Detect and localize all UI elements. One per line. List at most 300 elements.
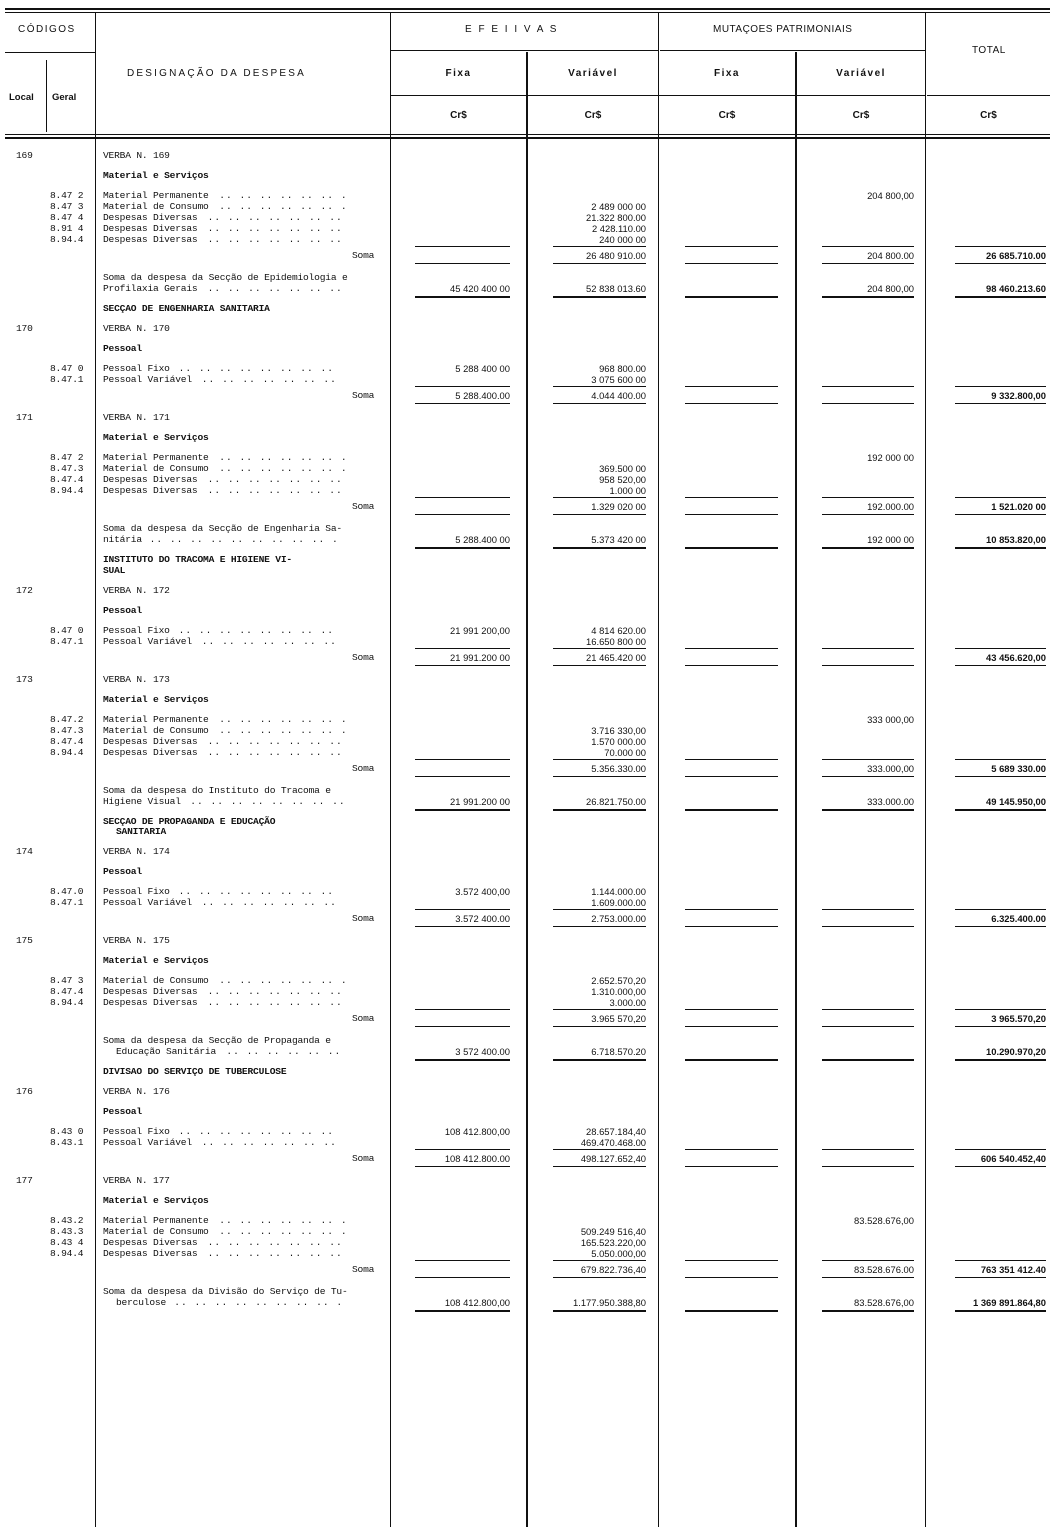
efetivas-variavel-value: 1.310.000,00 [591, 986, 646, 997]
header-mutacoes-fixa: Fixa [713, 68, 740, 79]
total-double-rule [822, 1059, 914, 1061]
total-double-rule [553, 1310, 646, 1312]
mutacoes-variavel-value: 333 000,00 [867, 714, 914, 725]
total-double-rule [685, 809, 778, 811]
soma-top-rule [415, 648, 510, 649]
efetivas-variavel-value: 5.050.000,00 [591, 1248, 646, 1259]
soma-top-rule [553, 1260, 646, 1261]
soma-top-rule [553, 1009, 646, 1010]
section-heading: INSTITUTO DO TRACOMA E HIGIENE VI- [103, 554, 292, 565]
row-geral-code: 8.47 3 [50, 975, 84, 986]
soma-label: Soma [352, 913, 375, 924]
header-cr-efix: Cr$ [450, 110, 467, 121]
leader-dots: .. .. .. .. .. .. . [219, 975, 348, 986]
efetivas-variavel-value: 2.753.000.00 [591, 913, 646, 924]
row-description: Soma da despesa da Secção de Epidemiologia e [103, 272, 348, 283]
soma-top-rule [955, 246, 1046, 247]
leader-dots: .. .. .. .. .. .. .. [201, 1137, 337, 1148]
row-local-code: 177 [16, 1175, 33, 1186]
leader-dots: .. .. .. .. .. .. .. [207, 1237, 343, 1248]
section-heading: Material e Serviços [103, 1195, 209, 1206]
header-cr-mfix: Cr$ [718, 110, 736, 121]
soma-bottom-rule [955, 926, 1046, 927]
efetivas-variavel-value: 469.470.468.00 [580, 1137, 646, 1148]
efetivas-variavel-value: 21.322 800.00 [586, 212, 646, 223]
soma-label: Soma [352, 1264, 375, 1275]
soma-bottom-rule [955, 403, 1046, 404]
row-description: Despesas Diversas [103, 234, 198, 245]
total-double-rule [553, 296, 646, 298]
row-description: Profilaxia Gerais [103, 283, 198, 294]
total-value: 10.290.970,20 [986, 1046, 1046, 1057]
row-geral-code: 8.47.1 [50, 636, 84, 647]
soma-top-rule [822, 497, 914, 498]
efetivas-fixa-value: 3 572 400.00 [455, 1046, 510, 1057]
leader-dots: .. .. .. .. .. .. .. .. [190, 796, 346, 807]
efetivas-variavel-value: 1.144.000.00 [591, 886, 646, 897]
leader-dots: .. .. .. .. .. .. . [219, 1215, 348, 1226]
leader-dots: .. .. .. .. .. .. . [219, 201, 348, 212]
leader-dots: .. .. .. .. .. .. .. [201, 897, 337, 908]
header-efetivas-variavel: Variável [568, 68, 618, 79]
leader-dots: .. .. .. .. .. .. . [219, 463, 348, 474]
soma-top-rule [553, 497, 646, 498]
leader-dots: .. .. .. .. .. .. .. [207, 997, 343, 1008]
row-description: Pessoal Fixo [103, 1126, 170, 1137]
soma-top-rule [553, 648, 646, 649]
efetivas-variavel-value: 1.609.000.00 [591, 897, 646, 908]
soma-bottom-rule [822, 776, 914, 777]
soma-bottom-rule [553, 926, 646, 927]
row-description: VERBA N. 169 [103, 150, 170, 161]
total-double-rule [955, 1310, 1046, 1312]
efetivas-variavel-value: 3.716 330,00 [591, 725, 646, 736]
soma-bottom-rule [415, 1026, 510, 1027]
leader-dots: .. .. .. .. .. .. .. [201, 374, 337, 385]
row-description: Soma da despesa da Divisão do Serviço de Tu- [103, 1286, 348, 1297]
total-value: 606 540.452,40 [980, 1153, 1046, 1164]
total-value: 26 685.710.00 [986, 250, 1046, 261]
soma-top-rule [685, 759, 778, 760]
soma-bottom-rule [553, 776, 646, 777]
row-geral-code: 8.43.2 [50, 1215, 84, 1226]
soma-top-rule [685, 1260, 778, 1261]
col-rule-evar [658, 12, 659, 1527]
leader-dots: .. .. .. .. .. .. .. .. [178, 1126, 335, 1137]
efetivas-variavel-value: 2.652.570,20 [591, 975, 646, 986]
efetivas-variavel-value: 1.177.950.388,80 [573, 1297, 646, 1308]
efetivas-variavel-value: 1.000 00 [609, 485, 646, 496]
total-double-rule [955, 547, 1046, 549]
soma-bottom-rule [955, 514, 1046, 515]
mutacoes-underline [660, 50, 925, 51]
row-geral-code: 8.47 0 [50, 625, 84, 636]
row-description: Despesas Diversas [103, 747, 198, 758]
row-geral-code: 8.47.3 [50, 463, 84, 474]
soma-top-rule [415, 246, 510, 247]
mutacoes-variavel-value: 83.528.676,00 [854, 1297, 914, 1308]
mutacoes-variavel-value: 192.000.00 [867, 501, 914, 512]
soma-label: Soma [352, 390, 375, 401]
leader-dots: .. .. .. .. .. .. .. [207, 223, 343, 234]
soma-top-rule [415, 1260, 510, 1261]
efetivas-variavel-value: 240 000 00 [599, 234, 646, 245]
row-description: Material de Consumo [103, 201, 209, 212]
total-double-rule [553, 547, 646, 549]
soma-top-rule [822, 246, 914, 247]
header-geral: Geral [52, 92, 77, 103]
efetivas-variavel-value: 1.570 000.00 [591, 736, 646, 747]
soma-bottom-rule [553, 514, 646, 515]
leader-dots: .. .. .. .. .. .. .. [207, 283, 343, 294]
leader-dots: .. .. .. .. .. .. .. [207, 747, 343, 758]
soma-label: Soma [352, 501, 375, 512]
row-description: Pessoal Fixo [103, 886, 170, 897]
total-double-rule [822, 1310, 914, 1312]
soma-top-rule [822, 759, 914, 760]
efetivas-variavel-value: 4.044 400.00 [591, 390, 646, 401]
soma-bottom-rule [822, 1277, 914, 1278]
soma-top-rule [553, 1149, 646, 1150]
col-rule-local-geral [46, 60, 47, 132]
row-description: berculose [116, 1297, 167, 1308]
total-double-rule [955, 809, 1046, 811]
soma-top-rule [822, 648, 914, 649]
total-double-rule [822, 809, 914, 811]
leader-dots: .. .. .. .. .. .. . [219, 1226, 348, 1237]
row-description: Despesas Diversas [103, 212, 198, 223]
row-description: Soma da despesa do Instituto do Tracoma e [103, 785, 331, 796]
soma-top-rule [685, 1009, 778, 1010]
mutacoes-variavel-value: 204 800,00 [867, 283, 914, 294]
row-description: VERBA N. 172 [103, 585, 170, 596]
total-double-rule [685, 1059, 778, 1061]
soma-bottom-rule [685, 1277, 778, 1278]
row-geral-code: 8.47.1 [50, 897, 84, 908]
row-geral-code: 8.43.3 [50, 1226, 84, 1237]
soma-top-rule [955, 1009, 1046, 1010]
efetivas-fixa-value: 108 412.800,00 [444, 1126, 510, 1137]
mutacoes-variavel-value: 83.528.676.00 [854, 1264, 914, 1275]
row-geral-code: 8.43 4 [50, 1237, 84, 1248]
efetivas-fixa-value: 5 288 400 00 [455, 363, 510, 374]
efetivas-variavel-value: 70.000 00 [604, 747, 646, 758]
efetivas-variavel-value: 26 480 910.00 [586, 250, 646, 261]
leader-dots: .. .. .. .. .. .. .. [207, 1248, 343, 1259]
soma-bottom-rule [415, 926, 510, 927]
soma-top-rule [685, 909, 778, 910]
row-description: Despesas Diversas [103, 997, 198, 1008]
row-description: Despesas Diversas [103, 986, 198, 997]
row-description: Pessoal Fixo [103, 363, 170, 374]
soma-bottom-rule [553, 263, 646, 264]
soma-bottom-rule [685, 1166, 778, 1167]
leader-dots: .. .. .. .. .. .. .. [201, 636, 337, 647]
row-description: Pessoal Fixo [103, 625, 170, 636]
row-local-code: 170 [16, 323, 33, 334]
soma-bottom-rule [822, 926, 914, 927]
soma-top-rule [955, 759, 1046, 760]
soma-bottom-rule [685, 1026, 778, 1027]
soma-bottom-rule [685, 514, 778, 515]
row-geral-code: 8.94.4 [50, 485, 84, 496]
row-geral-code: 8.47.4 [50, 736, 84, 747]
row-geral-code: 8.94.4 [50, 234, 84, 245]
total-double-rule [685, 1310, 778, 1312]
leader-dots: .. .. .. .. .. .. .. [207, 736, 343, 747]
efetivas-variavel-value: 21 465.420 00 [586, 652, 646, 663]
leader-dots: .. .. .. .. .. .. .. [207, 234, 343, 245]
row-description: Soma da despesa da Secção de Propaganda e [103, 1035, 331, 1046]
row-local-code: 171 [16, 412, 33, 423]
total-value: 5 689 330.00 [991, 763, 1046, 774]
soma-bottom-rule [415, 665, 510, 666]
row-description: Material Permanente [103, 714, 209, 725]
row-geral-code: 8.91 4 [50, 223, 84, 234]
soma-top-rule [415, 386, 510, 387]
mutacoes-variavel-value: 83.528.676,00 [854, 1215, 914, 1226]
soma-top-rule [955, 1149, 1046, 1150]
efetivas-variavel-value: 26.821.750.00 [586, 796, 646, 807]
soma-top-rule [415, 497, 510, 498]
header-local: Local [9, 92, 34, 103]
total-double-rule [822, 296, 914, 298]
soma-bottom-rule [955, 1277, 1046, 1278]
row-description: VERBA N. 177 [103, 1175, 170, 1186]
soma-bottom-rule [685, 926, 778, 927]
efetivas-variavel-value: 16.650 800 00 [586, 636, 646, 647]
soma-top-rule [822, 1260, 914, 1261]
soma-bottom-rule [685, 263, 778, 264]
section-heading: Material e Serviços [103, 170, 209, 181]
row-description: Pessoal Variável [103, 374, 192, 385]
leader-dots: .. .. .. .. .. .. .. .. [178, 625, 335, 636]
row-description: Pessoal Variável [103, 897, 192, 908]
total-value: 98 460.213.60 [986, 283, 1046, 294]
header-efetivas: E F E I I V A S [465, 24, 559, 35]
section-heading: SECÇAO DE PROPAGANDA E EDUCAÇÃO [103, 816, 276, 827]
soma-label: Soma [352, 1013, 375, 1024]
leader-dots: .. .. .. .. .. .. . [219, 190, 348, 201]
header-cr-mvar: Cr$ [852, 110, 870, 121]
soma-bottom-rule [955, 1026, 1046, 1027]
efetivas-variavel-value: 968 800.00 [599, 363, 646, 374]
row-geral-code: 8.47.4 [50, 474, 84, 485]
section-heading: Material e Serviços [103, 955, 209, 966]
soma-bottom-rule [822, 1166, 914, 1167]
efetivas-variavel-value: 3.965 570,20 [591, 1013, 646, 1024]
soma-top-rule [553, 759, 646, 760]
row-geral-code: 8.47 2 [50, 452, 84, 463]
efetivas-variavel-value: 2 489 000 00 [591, 201, 646, 212]
soma-bottom-rule [685, 403, 778, 404]
soma-top-rule [955, 648, 1046, 649]
soma-bottom-rule [553, 1026, 646, 1027]
row-description: Material de Consumo [103, 975, 209, 986]
total-value: 6.325.400.00 [991, 913, 1046, 924]
total-double-rule [955, 296, 1046, 298]
soma-bottom-rule [415, 514, 510, 515]
row-local-code: 175 [16, 935, 33, 946]
row-geral-code: 8.94.4 [50, 747, 84, 758]
soma-top-rule [822, 1009, 914, 1010]
header-cr-total: Cr$ [980, 110, 997, 121]
soma-bottom-rule [553, 1277, 646, 1278]
soma-bottom-rule [955, 263, 1046, 264]
total-underline [927, 95, 1050, 96]
total-value: 49 145.950,00 [986, 796, 1046, 807]
soma-top-rule [685, 246, 778, 247]
efetivas-fixa-value: 3.572 400,00 [455, 886, 510, 897]
leader-dots: .. .. .. .. .. .. .. .. . [174, 1297, 344, 1308]
section-heading: Pessoal [103, 866, 142, 877]
soma-top-rule [955, 909, 1046, 910]
leader-dots: .. .. .. .. .. .. .. [207, 474, 343, 485]
efetivas-variavel-value: 679.822.736,40 [580, 1264, 646, 1275]
row-description: Despesas Diversas [103, 474, 198, 485]
row-local-code: 172 [16, 585, 33, 596]
row-geral-code: 8.47 2 [50, 190, 84, 201]
row-description: Material de Consumo [103, 463, 209, 474]
efetivas-variavel-value: 509.249 516,40 [580, 1226, 646, 1237]
soma-bottom-rule [822, 665, 914, 666]
row-geral-code: 8.94.4 [50, 1248, 84, 1259]
row-description: Material Permanente [103, 452, 209, 463]
section-heading: Pessoal [103, 605, 142, 616]
total-double-rule [415, 809, 510, 811]
soma-top-rule [685, 1149, 778, 1150]
row-description: VERBA N. 170 [103, 323, 170, 334]
total-double-rule [415, 1059, 510, 1061]
header-designacao: DESIGNAÇÃO DA DESPESA [127, 68, 307, 79]
soma-bottom-rule [822, 263, 914, 264]
efetivas-fixa-value: 21 991.200 00 [450, 796, 510, 807]
row-description: Higiene Visual [103, 796, 181, 807]
mutacoes-variavel-value: 192 000 00 [867, 452, 914, 463]
header-cr-evar: Cr$ [584, 110, 602, 121]
row-geral-code: 8.47 0 [50, 363, 84, 374]
leader-dots: .. .. .. .. .. .. . [219, 714, 348, 725]
efetivas-fixa-value: 21 991.200 00 [450, 652, 510, 663]
row-local-code: 169 [16, 150, 33, 161]
efetivas-variavel-value: 6.718.570.20 [591, 1046, 646, 1057]
soma-bottom-rule [415, 1166, 510, 1167]
section-heading: DIVISAO DO SERVIÇO DE TUBERCULOSE [103, 1066, 287, 1077]
soma-bottom-rule [415, 403, 510, 404]
col-rule-codes [95, 12, 96, 1527]
soma-label: Soma [352, 1153, 375, 1164]
total-value: 763 351 412.40 [980, 1264, 1046, 1275]
top-double-rule-1 [5, 8, 1050, 10]
soma-bottom-rule [822, 1026, 914, 1027]
soma-bottom-rule [685, 665, 778, 666]
section-heading: Pessoal [103, 1106, 142, 1117]
section-heading: SANITARIA [116, 826, 167, 837]
efetivas-variavel-value: 3 075 600 00 [591, 374, 646, 385]
mutacoes-variavel-value: 204 800,00 [867, 190, 914, 201]
soma-label: Soma [352, 763, 375, 774]
soma-top-rule [415, 1149, 510, 1150]
soma-top-rule [553, 386, 646, 387]
row-description: Material Permanente [103, 1215, 209, 1226]
header-mutacoes: MUTAÇOES PATRIMONIAIS [713, 24, 853, 35]
efetivas-underline [390, 50, 658, 51]
row-geral-code: 8.94.4 [50, 997, 84, 1008]
total-double-rule [415, 1310, 510, 1312]
efetivas-variavel-value: 5.373 420 00 [591, 534, 646, 545]
efetivas-variavel-value: 28.657.184,40 [586, 1126, 646, 1137]
soma-top-rule [822, 1149, 914, 1150]
soma-bottom-rule [822, 403, 914, 404]
efetivas-fixa-value: 108 412.800.00 [444, 1153, 510, 1164]
row-description: Despesas Diversas [103, 1248, 198, 1259]
efetivas-variavel-value: 5.356.330.00 [591, 763, 646, 774]
row-local-code: 174 [16, 846, 33, 857]
leader-dots: .. .. .. .. .. .. . [219, 725, 348, 736]
soma-top-rule [822, 386, 914, 387]
efetivas-variavel-value: 369.500 00 [599, 463, 646, 474]
soma-top-rule [822, 909, 914, 910]
row-geral-code: 8.47.1 [50, 374, 84, 385]
total-value: 3 965.570,20 [991, 1013, 1046, 1024]
efetivas-fixa-value: 3.572 400.00 [455, 913, 510, 924]
codigos-underline [5, 52, 95, 53]
row-description: Material Permanente [103, 190, 209, 201]
leader-dots: .. .. .. .. .. .. .. [207, 986, 343, 997]
row-description: VERBA N. 171 [103, 412, 170, 423]
soma-bottom-rule [415, 776, 510, 777]
row-geral-code: 8.47.4 [50, 986, 84, 997]
total-value: 1 369 891.864,80 [973, 1297, 1046, 1308]
efetivas-variavel-value: 958 520,00 [599, 474, 646, 485]
leader-dots: .. .. .. .. .. .. .. [207, 485, 343, 496]
total-value: 10 853.820,00 [986, 534, 1046, 545]
header-efetivas-fixa: Fixa [445, 68, 472, 79]
row-description: Material de Consumo [103, 725, 209, 736]
soma-top-rule [955, 497, 1046, 498]
efetivas-variavel-value: 498.127.652,40 [580, 1153, 646, 1164]
soma-bottom-rule [553, 1166, 646, 1167]
row-geral-code: 8.47 3 [50, 201, 84, 212]
soma-top-rule [553, 246, 646, 247]
total-value: 43 456.620,00 [986, 652, 1046, 663]
row-geral-code: 8.47 4 [50, 212, 84, 223]
efetivas-fixa-value: 21 991 200,00 [450, 625, 510, 636]
header-codigos: CÓDIGOS [18, 24, 76, 35]
soma-top-rule [553, 909, 646, 910]
leader-dots: .. .. .. .. .. .. .. .. .. . [149, 534, 339, 545]
total-double-rule [415, 296, 510, 298]
row-description: Despesas Diversas [103, 223, 198, 234]
soma-top-rule [685, 497, 778, 498]
row-geral-code: 8.47.3 [50, 725, 84, 736]
section-heading: SUAL [103, 565, 126, 576]
efetivas-variavel-value: 2 428.110.00 [591, 223, 646, 234]
efetivas-fixa-value: 5 288.400.00 [455, 390, 510, 401]
header-mutacoes-variavel: Variável [836, 68, 886, 79]
row-geral-code: 8.43.1 [50, 1137, 84, 1148]
soma-label: Soma [352, 652, 375, 663]
total-double-rule [685, 296, 778, 298]
total-double-rule [822, 547, 914, 549]
row-local-code: 176 [16, 1086, 33, 1097]
soma-label: Soma [352, 250, 375, 261]
efetivas-fixa-value: 5 288.400 00 [455, 534, 510, 545]
mutacoes-variavel-value: 192 000 00 [867, 534, 914, 545]
efetivas-variavel-value: 1.329 020 00 [591, 501, 646, 512]
soma-top-rule [685, 386, 778, 387]
row-geral-code: 8.43 0 [50, 1126, 84, 1137]
